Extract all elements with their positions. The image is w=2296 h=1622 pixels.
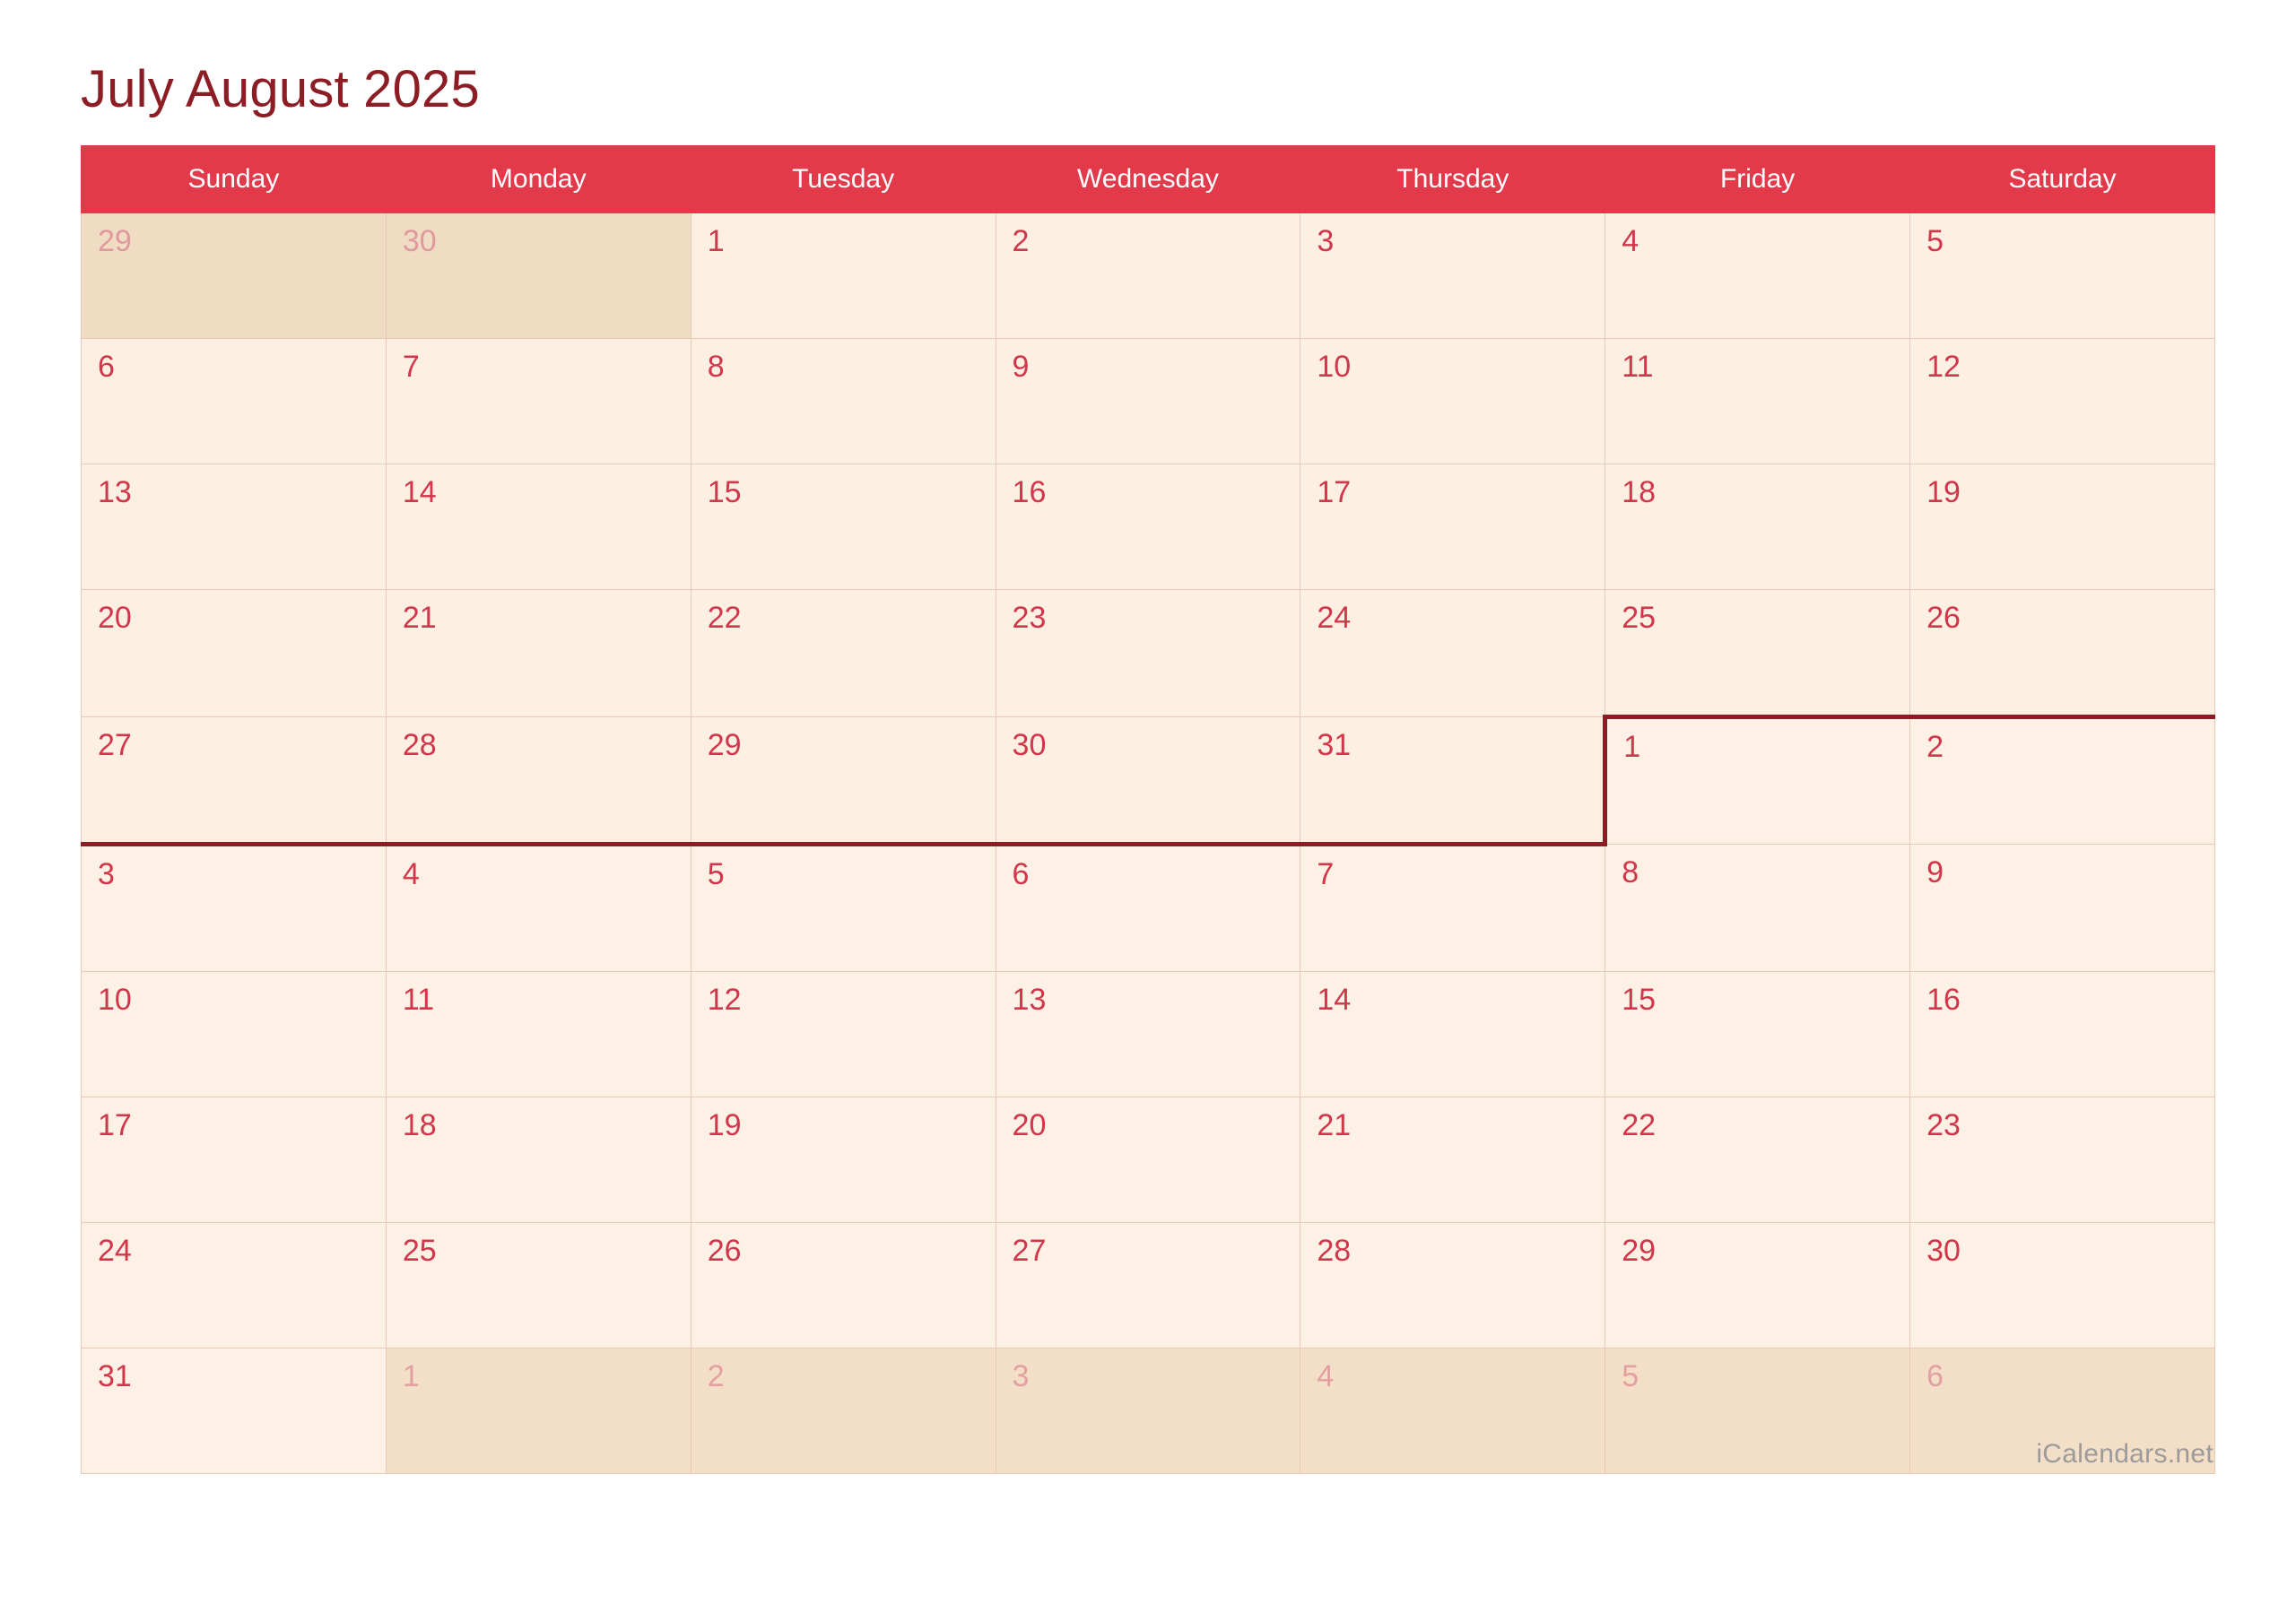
calendar-day-cell[interactable] (1910, 339, 2215, 464)
calendar-week-row (82, 1097, 2215, 1223)
calendar-day-cell[interactable] (1910, 972, 2215, 1097)
calendar-day-cell[interactable] (1605, 1349, 1910, 1474)
calendar-day-cell[interactable] (386, 1097, 691, 1223)
calendar-day-cell[interactable] (691, 717, 996, 845)
calendar-day-cell[interactable] (1605, 339, 1910, 464)
day-number: 9 (1012, 350, 1030, 384)
calendar-day-cell[interactable] (996, 1349, 1300, 1474)
day-number: 17 (98, 1108, 132, 1142)
calendar-week-row (82, 464, 2215, 590)
calendar-day-cell[interactable] (1910, 1223, 2215, 1349)
day-number: 19 (1926, 475, 1961, 509)
day-number: 21 (402, 601, 437, 635)
calendar-week-row (82, 590, 2215, 717)
calendar-day-cell[interactable] (1605, 464, 1910, 590)
calendar-day-cell[interactable] (1300, 339, 1605, 464)
calendar-week-row (82, 972, 2215, 1097)
day-number: 5 (707, 857, 725, 891)
day-number: 28 (402, 728, 437, 762)
weekday-header-monday: Monday (386, 146, 691, 213)
day-number: 28 (1317, 1234, 1352, 1268)
calendar-week-row (82, 717, 2215, 845)
calendar-body (82, 213, 2215, 1474)
day-number: 30 (402, 224, 437, 258)
calendar-day-cell[interactable] (691, 972, 996, 1097)
calendar-day-cell[interactable] (1300, 1223, 1605, 1349)
calendar-day-cell[interactable] (691, 845, 996, 972)
day-number: 4 (1317, 1359, 1335, 1393)
calendar-day-cell[interactable] (996, 717, 1300, 845)
calendar-day-cell[interactable] (996, 339, 1300, 464)
calendar-day-cell[interactable] (691, 590, 996, 717)
calendar-week-row (82, 1223, 2215, 1349)
day-number: 25 (1622, 601, 1657, 635)
day-number: 17 (1317, 475, 1352, 509)
calendar-day-cell[interactable] (1605, 717, 1910, 845)
calendar-day-cell[interactable] (1605, 972, 1910, 1097)
calendar-day-cell[interactable] (1300, 845, 1605, 972)
calendar-day-cell[interactable] (691, 213, 996, 339)
day-number: 14 (402, 475, 437, 509)
site-credit: iCalendars.net (2036, 1439, 2213, 1469)
day-number: 13 (1012, 983, 1047, 1017)
calendar-day-cell[interactable] (1910, 464, 2215, 590)
day-number: 30 (1926, 1234, 1961, 1268)
calendar-day-cell[interactable] (1910, 845, 2215, 972)
calendar-week-row (82, 845, 2215, 972)
day-number: 6 (98, 350, 115, 384)
calendar-day-cell[interactable] (691, 339, 996, 464)
calendar-day-cell[interactable] (996, 464, 1300, 590)
day-number: 7 (1317, 857, 1335, 891)
day-number: 15 (1622, 983, 1657, 1017)
calendar-grid (81, 145, 2215, 1474)
calendar-day-cell[interactable] (82, 1097, 387, 1223)
day-number: 11 (1622, 350, 1654, 384)
weekday-header-friday: Friday (1605, 146, 1910, 213)
calendar-day-cell[interactable] (386, 717, 691, 845)
day-number: 15 (707, 475, 742, 509)
day-number: 27 (98, 728, 132, 762)
day-number: 3 (1012, 1359, 1030, 1393)
calendar-day-cell[interactable] (996, 845, 1300, 972)
calendar-day-cell[interactable] (691, 1223, 996, 1349)
calendar-day-cell[interactable] (386, 464, 691, 590)
calendar-day-cell[interactable] (996, 1223, 1300, 1349)
day-number: 2 (1926, 730, 1944, 764)
calendar-day-cell[interactable] (386, 213, 691, 339)
weekday-header-tuesday: Tuesday (691, 146, 996, 213)
calendar-day-cell[interactable] (82, 590, 387, 717)
calendar-day-cell[interactable] (386, 1223, 691, 1349)
calendar-day-cell[interactable] (1605, 590, 1910, 717)
day-number: 29 (98, 224, 132, 258)
day-number: 29 (1622, 1234, 1657, 1268)
day-number: 22 (707, 601, 742, 635)
day-number: 19 (707, 1108, 742, 1142)
weekday-header-sunday: Sunday (82, 146, 387, 213)
calendar-day-cell[interactable] (1300, 972, 1605, 1097)
weekday-header-wednesday: Wednesday (996, 146, 1300, 213)
calendar-day-cell[interactable] (1300, 1097, 1605, 1223)
day-number: 3 (1317, 224, 1335, 258)
calendar-day-cell[interactable] (691, 1097, 996, 1223)
calendar-day-cell[interactable] (386, 590, 691, 717)
calendar-week-row (82, 1349, 2215, 1474)
day-number: 20 (1012, 1108, 1047, 1142)
day-number: 1 (707, 224, 725, 258)
day-number: 16 (1012, 475, 1047, 509)
calendar-day-cell[interactable] (82, 845, 387, 972)
day-number: 8 (707, 350, 725, 384)
calendar-week-row (82, 339, 2215, 464)
calendar-day-cell[interactable] (82, 1349, 387, 1474)
day-number: 8 (1622, 855, 1639, 889)
day-number: 1 (1623, 730, 1641, 764)
day-number: 30 (1012, 728, 1047, 762)
calendar-day-cell[interactable] (386, 845, 691, 972)
calendar-day-cell[interactable] (691, 464, 996, 590)
calendar-day-cell[interactable] (996, 590, 1300, 717)
calendar-day-cell[interactable] (1300, 717, 1605, 845)
calendar-day-cell[interactable] (386, 1349, 691, 1474)
day-number: 21 (1317, 1108, 1352, 1142)
calendar-week-row (82, 213, 2215, 339)
day-number: 16 (1926, 983, 1961, 1017)
day-number: 13 (98, 475, 132, 509)
calendar-day-cell[interactable] (1910, 213, 2215, 339)
day-number: 31 (98, 1359, 132, 1393)
calendar-day-cell[interactable] (996, 972, 1300, 1097)
day-number: 5 (1926, 224, 1944, 258)
calendar-day-cell[interactable] (1300, 590, 1605, 717)
calendar-day-cell[interactable] (386, 972, 691, 1097)
day-number: 18 (1622, 475, 1657, 509)
day-number: 12 (1926, 350, 1961, 384)
calendar-header (82, 146, 2215, 213)
day-number: 7 (402, 350, 420, 384)
calendar-day-cell[interactable] (82, 972, 387, 1097)
day-number: 20 (98, 601, 132, 635)
day-number: 31 (1317, 728, 1352, 762)
calendar-day-cell[interactable] (82, 464, 387, 590)
day-number: 11 (402, 983, 435, 1017)
day-number: 23 (1926, 1108, 1961, 1142)
calendar-day-cell[interactable] (82, 339, 387, 464)
calendar-day-cell[interactable] (1910, 717, 2215, 845)
day-number: 2 (707, 1359, 725, 1393)
day-number: 1 (402, 1359, 420, 1393)
day-number: 23 (1012, 601, 1047, 635)
calendar-day-cell[interactable] (1605, 1223, 1910, 1349)
calendar-day-cell[interactable] (1300, 1349, 1605, 1474)
calendar-day-cell[interactable] (82, 213, 387, 339)
calendar-day-cell[interactable] (1300, 464, 1605, 590)
day-number: 10 (1317, 350, 1352, 384)
day-number: 27 (1012, 1234, 1047, 1268)
weekday-header-thursday: Thursday (1300, 146, 1605, 213)
day-number: 26 (1926, 601, 1961, 635)
day-number: 14 (1317, 983, 1352, 1017)
day-number: 10 (98, 983, 132, 1017)
day-number: 4 (1622, 224, 1639, 258)
calendar-day-cell[interactable] (1910, 1097, 2215, 1223)
weekday-header-saturday: Saturday (1910, 146, 2215, 213)
calendar-day-cell[interactable] (386, 339, 691, 464)
day-number: 18 (402, 1108, 437, 1142)
page-title: July August 2025 (81, 60, 480, 118)
day-number: 4 (402, 857, 420, 891)
day-number: 3 (98, 857, 115, 891)
day-number: 26 (707, 1234, 742, 1268)
day-number: 2 (1012, 224, 1030, 258)
day-number: 24 (1317, 601, 1352, 635)
day-number: 25 (402, 1234, 437, 1268)
calendar-day-cell[interactable] (1605, 1097, 1910, 1223)
day-number: 12 (707, 983, 742, 1017)
calendar-day-cell[interactable] (1300, 213, 1605, 339)
calendar-day-cell[interactable] (1910, 590, 2215, 717)
calendar-day-cell[interactable] (1605, 213, 1910, 339)
calendar-day-cell[interactable] (82, 717, 387, 845)
day-number: 22 (1622, 1108, 1657, 1142)
calendar-day-cell[interactable] (996, 213, 1300, 339)
day-number: 6 (1012, 857, 1030, 891)
calendar-day-cell[interactable] (82, 1223, 387, 1349)
calendar-day-cell[interactable] (1605, 845, 1910, 972)
day-number: 9 (1926, 855, 1944, 889)
day-number: 24 (98, 1234, 132, 1268)
calendar-day-cell[interactable] (996, 1097, 1300, 1223)
calendar-day-cell[interactable] (691, 1349, 996, 1474)
day-number: 5 (1622, 1359, 1639, 1393)
day-number: 6 (1926, 1359, 1944, 1393)
day-number: 29 (707, 728, 742, 762)
weekday-header-row (82, 146, 2215, 213)
